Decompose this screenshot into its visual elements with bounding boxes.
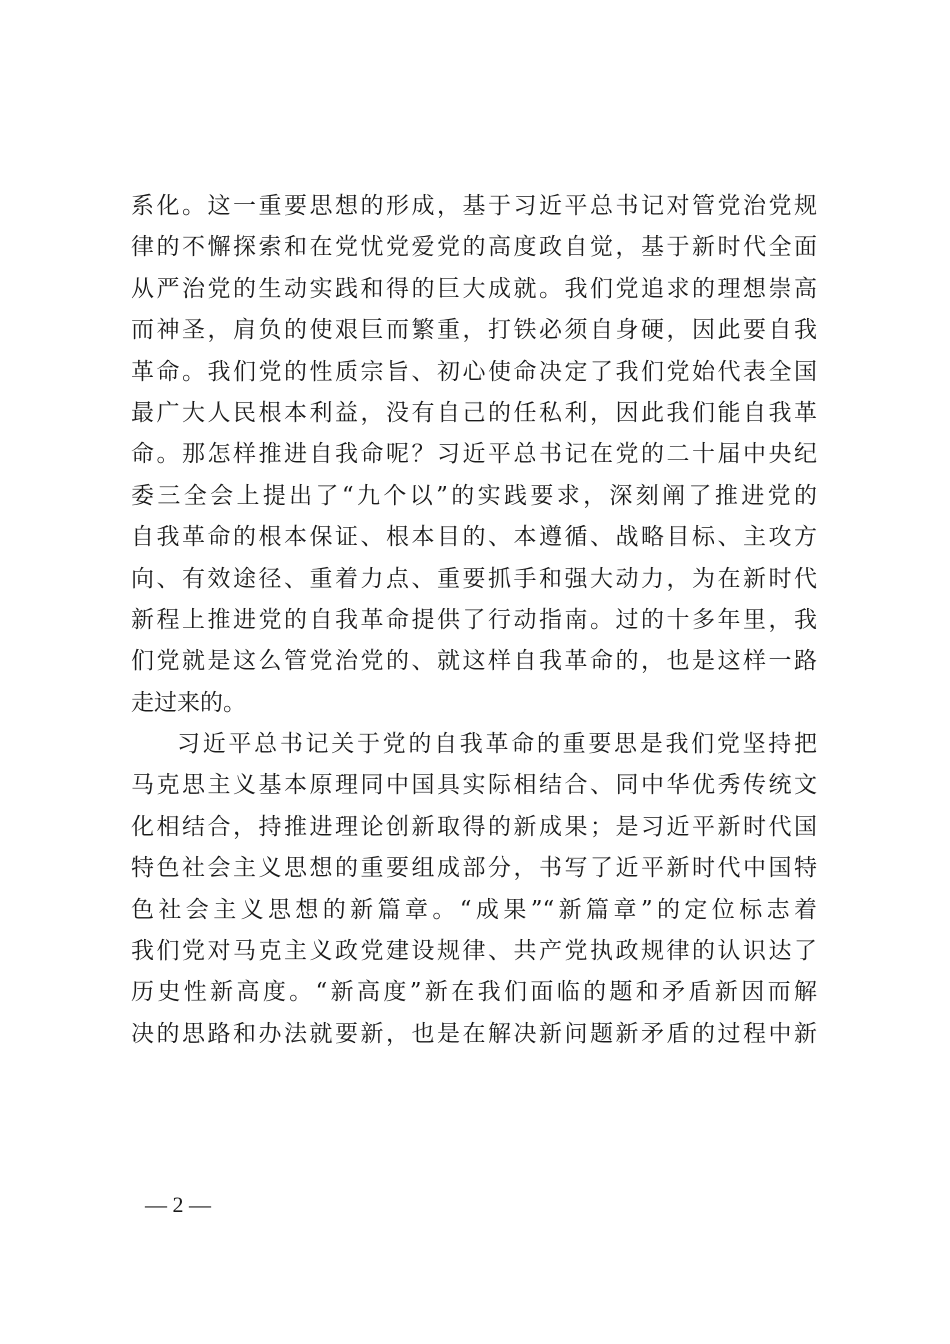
- text-line: 委三全会上提出了“九个以”的实践要求，深刻阐了推进党的: [131, 482, 817, 509]
- text-line: 系化。这一重要思想的形成，基于习近平总书记对管党治党规: [131, 193, 817, 219]
- text-line: 新程上推进党的自我革命提供了行动指南。过的十多年里，我: [131, 606, 817, 633]
- page-number: — 2 —: [145, 1192, 211, 1217]
- text-line: 命。那怎样推进自我命呢？习近平总书记在党的二十届中央纪: [131, 441, 817, 468]
- text-line: 最广大人民根本利益，没有自己的任私利，因此我们能自我革: [131, 399, 817, 426]
- text-line: 我们党对马克主义政党建设规律、共产党执政规律的认识达了: [131, 938, 817, 965]
- body-text: [131, 186, 817, 1055]
- text-line: 化相结合，持推进理论创新取得的新成果；是习近平新时代国: [131, 813, 817, 840]
- text-line: 向、有效途径、重着力点、重要抓手和强大动力，为在新时代: [131, 565, 817, 592]
- text-line: 从严治党的生动实践和得的巨大成就。我们党追求的理想崇高: [131, 275, 817, 302]
- text-line: 马克思主义基本原理同中国具实际相结合、同中华优秀传统文: [131, 772, 817, 799]
- text-line: 走过来的。: [131, 689, 246, 716]
- text-line: 习近平总书记关于党的自我革命的重要思是我们党坚持把: [177, 731, 817, 758]
- text-line: 而神圣，肩负的使艰巨而繁重，打铁必须自身硬，因此要自我: [131, 317, 817, 344]
- text-line: 们党就是这么管党治党的、就这样自我革命的，也是这样一路: [131, 648, 817, 675]
- text-line: 色社会主义思想的新篇章。“成果”“新篇章”的定位标志着: [131, 896, 817, 923]
- text-line: 历史性新高度。“新高度”新在我们面临的题和矛盾新因而解: [131, 979, 817, 1006]
- text-line: 律的不懈探索和在党忧党爱党的高度政自觉，基于新时代全面: [131, 234, 817, 261]
- text-line: 决的思路和办法就要新，也是在解决新问题新矛盾的过程中新: [131, 1020, 817, 1047]
- text-line: 特色社会主义思想的重要组成部分，书写了近平新时代中国特: [131, 855, 817, 882]
- text-line: 自我革命的根本保证、根本目的、本遵循、战略目标、主攻方: [131, 524, 817, 551]
- text-line: 革命。我们党的性质宗旨、初心使命决定了我们党始代表全国: [131, 358, 817, 385]
